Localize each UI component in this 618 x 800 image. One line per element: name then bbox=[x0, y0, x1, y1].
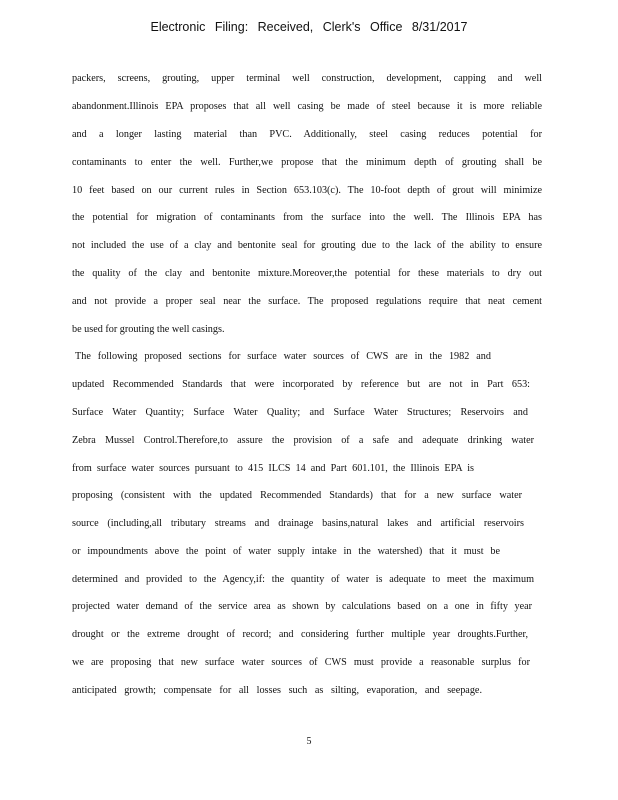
text-line: packers, screens, grouting, upper terminal well construction, development, capping and well bbox=[72, 73, 542, 84]
text-line: anticipated growth; compensate for all losses such as silting, evaporation, and seepage. bbox=[72, 685, 482, 696]
text-line: the quality of the clay and bentonite mixture.Moreover,the potential for these materials to dry out bbox=[72, 268, 542, 279]
text-line: determined and provided to the Agency,if: the quantity of water is adequate to meet the maximum bbox=[72, 574, 534, 585]
text-line: proposing (consistent with the updated Recommended Standards) that for a new surface water bbox=[72, 490, 522, 501]
text-line: and not provide a proper seal near the surface. The proposed regulations require that neat cement bbox=[72, 296, 542, 307]
text-line: not included the use of a clay and bentonite seal for grouting due to the lack of the ability to ensure bbox=[72, 240, 542, 251]
text-line: abandonment.Illinois EPA proposes that all well casing be made of steel because it is more reliable bbox=[72, 101, 542, 112]
text-line: updated Recommended Standards that were incorporated by reference but are not in Part 653: bbox=[72, 379, 530, 390]
text-line: Surface Water Quantity; Surface Water Quality; and Surface Water Structures; Reservoirs and bbox=[72, 407, 528, 418]
filing-header: Electronic Filing: Received, Clerk's Office 8/31/2017 bbox=[150, 20, 468, 34]
text-line: we are proposing that new surface water sources of CWS must provide a reasonable surplus for bbox=[72, 657, 530, 668]
page-number: 5 bbox=[306, 736, 312, 747]
text-line: or impoundments above the point of water supply intake in the watershed) that it must be bbox=[72, 546, 500, 557]
text-line: The following proposed sections for surface water sources of CWS are in the 1982 and bbox=[75, 351, 491, 362]
text-line: Zebra Mussel Control.Therefore,to assure the provision of a safe and adequate drinking water bbox=[72, 435, 534, 446]
text-line: the potential for migration of contaminants from the surface into the well. The Illinois EPA has bbox=[72, 212, 542, 223]
text-line: projected water demand of the service area as shown by calculations based on a one in fifty year bbox=[72, 601, 532, 612]
text-line: 10 feet based on our current rules in Section 653.103(c). The 10-foot depth of grout will minimize bbox=[72, 185, 542, 196]
text-line: contaminants to enter the well. Further,we propose that the minimum depth of grouting shall be bbox=[72, 157, 542, 168]
text-line: source (including,all tributary streams and drainage basins,natural lakes and artificial reservoirs bbox=[72, 518, 524, 529]
text-line: from surface water sources pursuant to 415 ILCS 14 and Part 601.101, the Illinois EPA is bbox=[72, 463, 474, 474]
text-line: drought or the extreme drought of record; and considering further multiple year droughts.Further, bbox=[72, 629, 528, 640]
text-line: and a longer lasting material than PVC. Additionally, steel casing reduces potential for bbox=[72, 129, 542, 140]
text-line: be used for grouting the well casings. bbox=[72, 324, 225, 335]
